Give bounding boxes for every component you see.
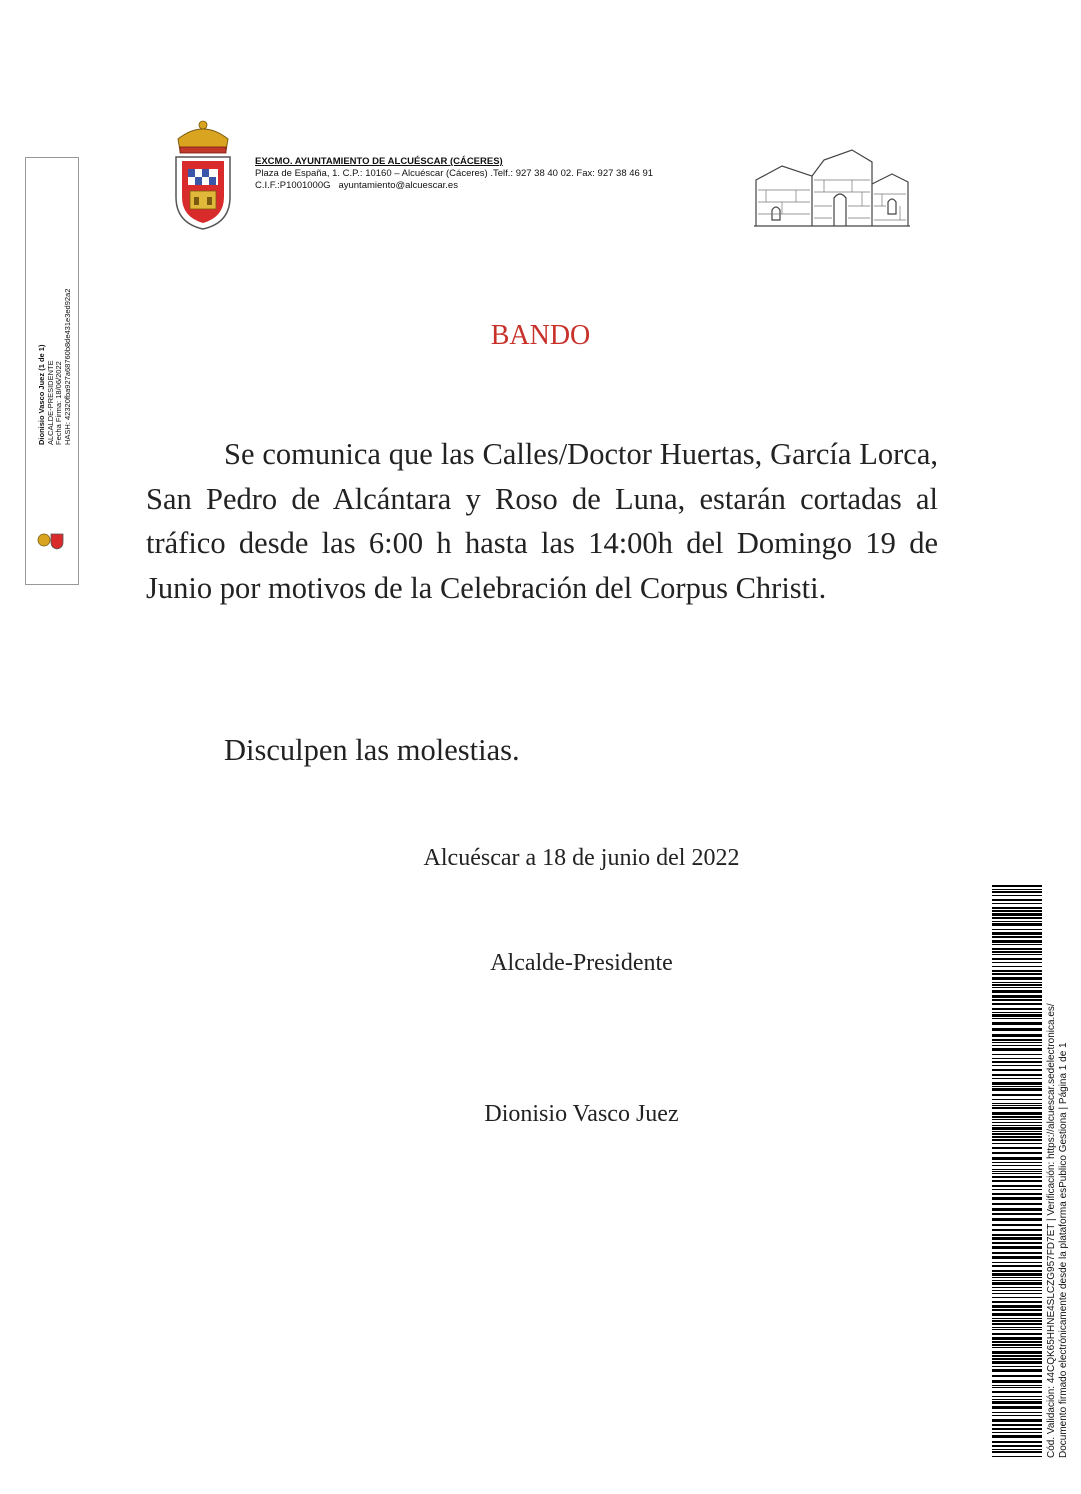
place-date: Alcuéscar a 18 de junio del 2022 (423, 845, 740, 871)
signature-name: Dionisio Vasco Juez (1 de 1) (37, 344, 46, 445)
signature-date: Fecha Firma: 18/06/2022 (54, 361, 63, 445)
letterhead-title: EXCMO. AYUNTAMIENTO DE ALCUÉSCAR (CÁCERES) (255, 156, 503, 167)
letterhead (255, 156, 653, 192)
signature-stamp-text (38, 289, 72, 445)
signature-hash: HASH: 42320fba927a68760b8de431e3ed92a2 (62, 288, 72, 445)
letterhead-email: ayuntamiento@alcuescar.es (338, 180, 458, 191)
validation-text (1046, 1003, 1069, 1458)
signature-role: ALCALDE-PRESIDENTE (45, 360, 55, 445)
signer-role: Alcalde-Presidente (490, 950, 673, 976)
letterhead-cif: C.I.F.:P1001000G (255, 180, 331, 191)
notice-paragraph: Se comunica que las Calles/Doctor Huertas, García Lorca, San Pedro de Alcántara y Roso de Luna, estarán cortadas al tráfico desde las 6:00 h hasta las 14:00h del Domingo 19 de Junio por motivos de la Celebración del Corpus Christi. (146, 437, 938, 605)
church-illustration (752, 140, 912, 230)
apology-text: Disculpen las molestias. (224, 733, 520, 767)
barcode (992, 885, 1042, 1457)
validation-code: Cód. Validación: 44CQK65HHNE4SLCZG957FD7ET | Verificación: https://alcuescar.sedelectronica.es/ (1046, 1003, 1057, 1458)
document-title: BANDO (490, 320, 591, 351)
letterhead-address: Plaza de España, 1. C.P.: 10160 – Alcuéscar (Cáceres) .Telf.: 927 38 40 02. Fax: 927 38 46 91 (255, 168, 654, 179)
coat-of-arms-logo (170, 117, 236, 231)
letterhead-contact (255, 180, 653, 192)
signer-name: Dionisio Vasco Juez (484, 1101, 679, 1127)
validation-platform: Documento firmado electrónicamente desde la plataforma esPublico Gestiona | Página 1 de 1 (1057, 1042, 1069, 1458)
small-seal-icon (33, 530, 69, 550)
